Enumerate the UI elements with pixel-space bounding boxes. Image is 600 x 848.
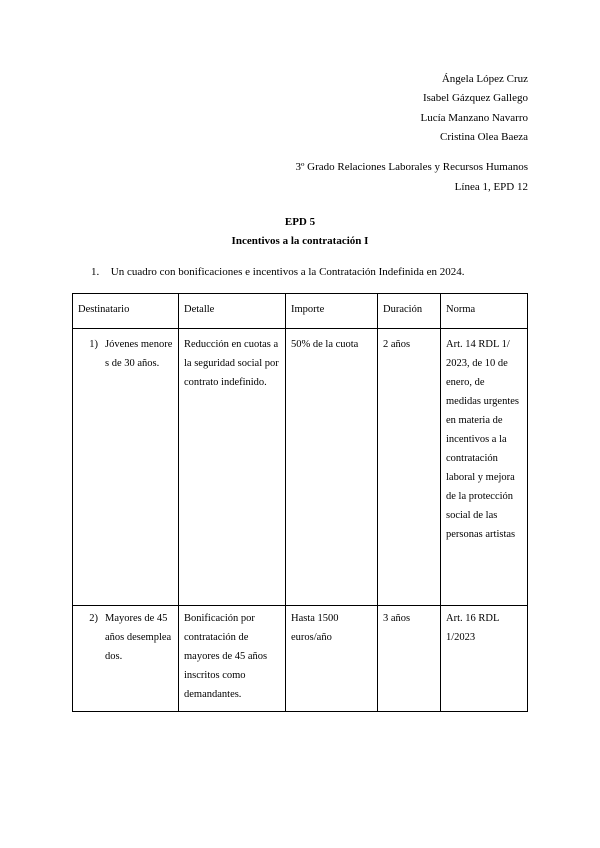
table-row: [73, 329, 528, 606]
cell-norma: Art. 16 RDL 1/2023: [441, 606, 528, 712]
cell-destinatario: [73, 329, 179, 606]
table-header-row: [73, 294, 528, 329]
cell-duracion: 2 años: [378, 329, 441, 606]
course-name: 3º Grado Relaciones Laborales y Recursos Humanos: [295, 161, 528, 173]
header-detalle: Detalle: [179, 294, 286, 329]
course-info: [295, 158, 528, 197]
author-name: Cristina Olea Baeza: [440, 130, 528, 143]
incentives-table: [72, 293, 528, 712]
cell-detalle: Reducción en cuotas a la seguridad social por contrato indefinido.: [179, 329, 286, 606]
header-importe: Importe: [286, 294, 378, 329]
destinatario-text: Mayores de 45 años desempleados.: [105, 613, 172, 662]
cell-norma: Art. 14 RDL 1/ 2023, de 10 de enero, de medidas urgentes en materia de incentivos a la contratación laboral y mejora de la protección social de las personas artistas: [441, 329, 528, 606]
author-list: [420, 70, 528, 147]
table-row: [73, 606, 528, 712]
document-title: EPD 5: [284, 216, 316, 228]
destinatario-text: Jóvenes menores de 30 años.: [105, 339, 173, 369]
course-line: Línea 1, EPD 12: [454, 180, 528, 193]
document-subtitle: Incentivos a la contratación I: [231, 235, 369, 247]
header-norma: Norma: [441, 294, 528, 329]
question-text: Un cuadro con bonificaciones e incentivos a la Contratación Indefinida en 2024.: [110, 266, 465, 278]
cell-detalle: Bonificación por contratación de mayores de 45 años inscritos como demandantes.: [179, 606, 286, 712]
question: [91, 266, 464, 278]
header-duracion: Duración: [378, 294, 441, 329]
cell-duracion: 3 años: [378, 606, 441, 712]
cell-importe: Hasta 1500 euros/año: [286, 606, 378, 712]
question-number: 1.: [91, 266, 100, 278]
row-number: 2): [89, 613, 98, 624]
author-name: Isabel Gázquez Gallego: [422, 92, 528, 105]
author-name: Ángela López Cruz: [441, 73, 528, 85]
row-number: 1): [89, 339, 98, 350]
header-destinatario: Destinatario: [73, 294, 179, 329]
author-name: Lucía Manzano Navarro: [420, 111, 528, 124]
cell-importe: 50% de la cuota: [286, 329, 378, 606]
cell-destinatario: [73, 606, 179, 712]
